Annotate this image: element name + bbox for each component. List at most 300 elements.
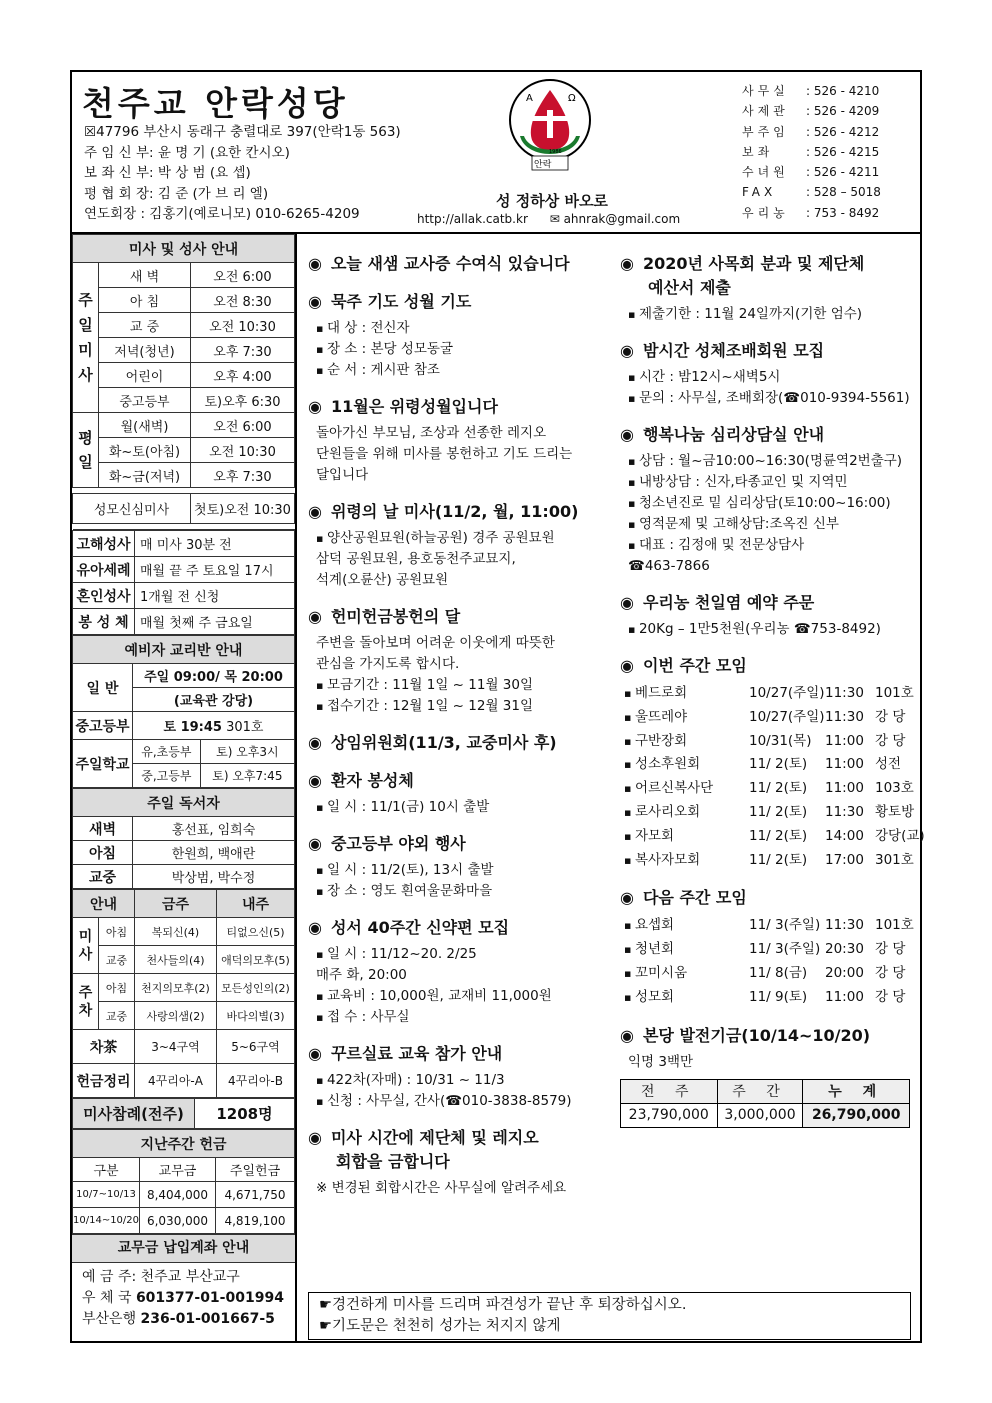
announcement-section	[308, 290, 608, 381]
announcement-title-text: 미사 시간에 제단체 및 레지오	[330, 1128, 539, 1147]
announcement-title	[308, 1126, 608, 1174]
mass-time: 오후 7:30	[191, 338, 295, 363]
table-row	[73, 338, 295, 363]
meeting-name: ▪ 성모회	[624, 986, 749, 1010]
meeting-time: 11:30	[825, 917, 864, 934]
duty-this-week: 천사들의(4)	[135, 946, 217, 974]
announcement-section	[308, 769, 608, 818]
sacrament-time: 1개월 전 신청	[135, 583, 295, 609]
meeting-place: 성전	[875, 756, 902, 773]
duty-mass: 교중	[99, 946, 135, 974]
meeting-place: 103호	[875, 780, 914, 797]
meeting-place: 강 당	[875, 964, 906, 981]
fund-value: 3,000,000	[717, 1103, 803, 1127]
fund-head: 누 계	[803, 1079, 910, 1103]
mass-name: 새 벽	[99, 263, 191, 288]
heart-mass-time: 첫토)오전 10:30	[191, 494, 295, 524]
phone-label: 부주임	[742, 124, 789, 139]
announcement-line: ▪ 제출기한 : 11월 24일까지(기한 엄수)	[620, 304, 920, 325]
middle-column	[308, 252, 608, 1213]
announcement-title	[308, 395, 608, 419]
bullet-icon: ◉	[308, 834, 322, 853]
offering-dues: 6,030,000	[140, 1208, 216, 1234]
announcement-title	[620, 339, 920, 363]
announcement-title-text: 밤시간 성체조배회원 모집	[642, 341, 825, 360]
phone-label: 수녀원	[742, 165, 789, 180]
bullet-icon: ◉	[308, 918, 322, 937]
phone-row	[742, 101, 881, 121]
phone-row	[742, 81, 881, 101]
announcement-section	[620, 591, 920, 640]
account-bank: 우 체 국	[82, 1290, 136, 1306]
meeting-date: 11/ 2(토)	[749, 756, 808, 773]
announcement-title-text: 헌미헌금봉헌의 달	[330, 607, 461, 626]
table-row	[73, 841, 295, 865]
website-link[interactable]: http://allak.catb.kr	[417, 212, 528, 226]
announcement-title-text: 위령의 날 미사(11/2, 월, 11:00)	[330, 502, 579, 521]
announcement-title	[308, 916, 608, 940]
announcement-line: 달입니다	[316, 467, 369, 483]
notice-line: ☛경건하게 미사를 드리며 파견성가 끝난 후 퇴장하십시오.	[319, 1297, 687, 1313]
table-row	[73, 557, 295, 583]
table-row	[73, 865, 295, 889]
mass-name: 저녁(청년)	[99, 338, 191, 363]
duty-group-label: 주 차	[73, 974, 99, 1030]
meeting-time: 11:00	[825, 988, 864, 1005]
meeting-time: 17:00	[825, 851, 864, 868]
meeting-date: 11/ 3(주일)	[749, 917, 821, 934]
duty-next-week: 바다의별(3)	[217, 1002, 295, 1030]
announcement-line: ※ 변경된 회합시간은 사무실에 알려주세요	[316, 1180, 567, 1196]
right-column	[620, 252, 925, 1142]
announcement-line: 주변을 돌아보며 어려운 이웃에게 따뜻한	[316, 635, 555, 651]
table-row	[621, 1079, 910, 1103]
meeting-time: 11:30	[825, 685, 864, 701]
offering-table	[72, 1129, 295, 1234]
account-row	[82, 1267, 285, 1288]
announcement-section	[308, 395, 608, 486]
reader-names: 홍선표, 임희숙	[133, 817, 295, 841]
announcement-line: ▪ 시간 : 밤12시~새벽5시	[620, 367, 920, 388]
assistant-priest: 보 좌 신 부: 박 상 범 (요 셉)	[84, 165, 251, 181]
table-row	[73, 1030, 295, 1064]
announcement-section	[620, 252, 920, 325]
meeting-name: ▪ 자모회	[624, 825, 749, 849]
catechumen-general-time: 주일 09:00/ 목 20:00	[133, 664, 295, 688]
duty-next-week: 애덕의모후(5)	[217, 946, 295, 974]
meeting-list	[620, 914, 920, 1009]
phone-directory	[742, 81, 881, 223]
table-row	[73, 438, 295, 463]
account-row	[82, 1309, 285, 1330]
announcement-section	[308, 1042, 608, 1112]
mass-time: 오후 7:30	[191, 463, 295, 488]
offering-head: 구분	[73, 1158, 140, 1182]
mass-name: 화~토(아침)	[99, 438, 191, 463]
sunday-mass-label: 주 일 미 사	[73, 263, 99, 413]
offering-sunday: 4,671,750	[216, 1182, 295, 1208]
svg-text:Ω: Ω	[568, 93, 576, 104]
school-time: 토) 오후7:45	[200, 764, 294, 788]
duty-next-week: 모든성인의(2)	[217, 974, 295, 1002]
meeting-date: 11/ 2(토)	[749, 803, 808, 820]
table-row	[73, 313, 295, 338]
page-title: 천주교 안락성당	[82, 84, 349, 123]
account-number: 천주교 부산교구	[140, 1269, 240, 1285]
announcement-title	[620, 252, 920, 300]
table-row	[73, 1208, 295, 1234]
duty-next-week: 4꾸리아-B	[217, 1064, 295, 1098]
phone-label: FAX	[742, 185, 777, 200]
duty-this-week: 천지의모후(2)	[135, 974, 217, 1002]
sacrament-name: 봉 성 체	[73, 609, 135, 635]
announcement-section	[620, 1024, 920, 1128]
reader-mass: 아침	[73, 841, 133, 865]
phone-row	[742, 182, 881, 202]
meeting-name: ▪ 복사자모회	[624, 849, 749, 873]
announcement-line: 익명 3백만	[628, 1053, 694, 1070]
phone-number: : 526 - 4211	[806, 165, 880, 180]
announcement-line: ▪ 장 소 : 영도 흰여울문화마을	[308, 881, 608, 902]
table-row	[73, 609, 295, 635]
meeting-name: ▪ 울뜨레야	[624, 706, 749, 730]
announcement-line: ▪ 일 시 : 11/1(금) 10시 출발	[308, 797, 608, 818]
meeting-time: 11:00	[825, 780, 864, 797]
table-row	[73, 918, 295, 946]
table-row	[621, 1103, 910, 1127]
account-box	[72, 1234, 295, 1334]
catechumen-youth-label: 중고등부	[73, 712, 133, 740]
announcement-line: ▪ 접 수 : 사무실	[308, 1007, 608, 1028]
parish-info	[84, 122, 401, 225]
sacrament-name: 고해성사	[73, 531, 135, 557]
meeting-date: 10/27(주일)	[749, 685, 825, 701]
announcement-title	[308, 769, 608, 793]
mass-name: 어린이	[99, 363, 191, 388]
announcement-line: ▪ 영적문제 및 고해상담:조옥진 신부	[620, 514, 920, 535]
mass-name: 중고등부	[99, 388, 191, 413]
bullet-icon: ◉	[308, 733, 322, 752]
phone-label: 보좌	[742, 144, 774, 159]
mass-time: 오전 6:00	[191, 263, 295, 288]
announcement-line: ▪ 422차(자매) : 10/31 ~ 11/3	[308, 1070, 608, 1091]
duty-mass: 아침	[99, 974, 135, 1002]
sacrament-time: 매월 첫째 주 금요일	[135, 609, 295, 635]
duty-next-week: 5~6구역	[217, 1030, 295, 1064]
announcement-line: ▪ 일 시 : 11/2(토), 13시 출발	[308, 860, 608, 881]
announcement-title	[308, 731, 608, 755]
meeting-place: 황토방	[875, 803, 915, 820]
announcement-title	[308, 832, 608, 856]
table-row	[73, 413, 295, 438]
duty-next-week: 티없으신(5)	[217, 918, 295, 946]
table-row	[73, 974, 295, 1002]
meeting-time: 11:30	[825, 708, 864, 725]
phone-label: 사제관	[742, 104, 789, 119]
table-row	[73, 1182, 295, 1208]
parish-logo-icon	[504, 76, 596, 176]
announcement-title	[620, 886, 920, 910]
table-row	[73, 1130, 295, 1158]
bullet-icon: ◉	[308, 292, 322, 311]
duty-this-week: 3~4구역	[135, 1030, 217, 1064]
meeting-place: 301호	[875, 851, 914, 868]
patron-saint: 성 정하상 바오로	[496, 192, 608, 210]
mass-name: 아 침	[99, 288, 191, 313]
sacrament-name: 혼인성사	[73, 583, 135, 609]
announcement-section	[308, 1126, 608, 1199]
notice-line: ☛기도문은 천천히 성가는 처지지 않게	[319, 1318, 561, 1334]
council-president: 평 협 회 장: 김 준 (가 브 리 엘)	[84, 185, 269, 202]
announcement-title-text: 행복나눔 심리상담실 안내	[642, 425, 825, 444]
announcement-title	[620, 654, 920, 678]
meeting-date: 11/ 3(주일)	[749, 941, 821, 958]
school-group: 유,초등부	[133, 740, 201, 764]
catechumen-table	[72, 635, 295, 788]
catechumen-general-label: 일 반	[73, 664, 133, 712]
meeting-name: ▪ 꼬미시움	[624, 962, 749, 986]
meeting-name: ▪ 베드로회	[624, 682, 749, 706]
phone-number: : 526 - 4212	[806, 124, 880, 139]
meeting-place: 강 당	[875, 988, 906, 1005]
email-link[interactable]: ✉ ahnrak@gmail.com	[549, 212, 681, 226]
phone-row	[742, 122, 881, 142]
table-row	[73, 388, 295, 413]
readers-title: 주일 독서자	[73, 789, 295, 817]
table-row	[73, 288, 295, 313]
announcement-title-text: 중고등부 야외 행사	[330, 834, 466, 853]
meeting-place: 강 당	[875, 732, 906, 749]
offering-sunday: 4,819,100	[216, 1208, 295, 1234]
announcement-line: ☎463-7866	[628, 558, 710, 574]
announcement-section	[308, 916, 608, 1028]
announcement-title-text: 2020년 사목회 분과 및 제단체	[642, 254, 865, 273]
table-row	[73, 463, 295, 488]
address: ☒47796 부산시 동래구 충렬대로 397(안락1동 563)	[84, 124, 401, 140]
fund-head: 주 간	[717, 1079, 803, 1103]
meeting-date: 11/ 8(금)	[749, 964, 808, 981]
announcement-title	[308, 1042, 608, 1066]
meeting-name: ▪ 청년회	[624, 938, 749, 962]
bullet-icon: ◉	[308, 254, 322, 273]
offering-period: 10/14~10/20	[73, 1208, 140, 1234]
meeting-place: 강 당	[875, 708, 906, 725]
announcement-title-text: 본당 발전기금(10/14~10/20)	[642, 1025, 871, 1045]
announcement-line: 석계(오륜산) 공원묘원	[316, 572, 449, 588]
announcement-line: ▪ 장 소 : 본당 성모동굴	[308, 339, 608, 360]
table-row	[73, 789, 295, 817]
announcement-title	[308, 290, 608, 314]
fund-table	[620, 1079, 910, 1128]
bulletin-page	[70, 70, 925, 1343]
announcement-line: ▪ 청소년진로 밑 심리상담(토10:00~16:00)	[620, 493, 920, 514]
logo-text: 안락	[534, 160, 552, 170]
bullet-icon: ◉	[308, 771, 322, 790]
heart-mass-label: 성모신심미사	[73, 494, 191, 524]
contact-urls	[417, 212, 698, 226]
announcement-title	[308, 252, 608, 276]
meeting-time: 20:30	[825, 941, 864, 958]
account-title: 교무금 납입계좌 안내	[72, 1235, 295, 1263]
table-row	[73, 817, 295, 841]
announcement-title	[620, 1024, 920, 1048]
announcement-title-text: 예산서 제출	[648, 278, 731, 297]
catechumen-youth-place: 301호	[226, 720, 264, 735]
duty-mass: 교중	[99, 1002, 135, 1030]
account-bank: 부산은행	[82, 1311, 141, 1327]
announcement-title-text: 환자 봉성체	[330, 771, 414, 790]
duty-head: 금주	[135, 890, 217, 918]
meeting-time: 11:00	[825, 756, 864, 773]
attendance-table	[72, 1098, 295, 1129]
duty-head: 안내	[73, 890, 135, 918]
left-column	[72, 234, 297, 1341]
readers-table	[72, 788, 295, 889]
mass-time: 오전 6:00	[191, 413, 295, 438]
sacrament-name: 유아세례	[73, 557, 135, 583]
announcement-line: ▪ 접수기간 : 12월 1일 ~ 12월 31일	[308, 696, 608, 717]
phone-number: : 753 - 8492	[806, 205, 880, 220]
weekday-mass-label: 평 일	[73, 413, 99, 488]
announcement-section	[308, 731, 608, 755]
table-row	[73, 531, 295, 557]
catechumen-general-place: (교육관 강당)	[133, 688, 295, 712]
announcement-title-text: 성서 40주간 신약편 모집	[330, 918, 510, 937]
meeting-date: 10/31(목)	[749, 732, 812, 749]
meeting-time: 14:00	[825, 827, 864, 844]
bullet-icon: ◉	[308, 502, 322, 521]
phone-row	[742, 162, 881, 182]
announcement-section	[308, 252, 608, 276]
phone-label: 사무실	[742, 84, 789, 98]
bullet-icon: ◉	[620, 888, 634, 908]
school-time: 토) 오후3시	[200, 740, 294, 764]
announcement-title-text: 11월은 위령성월입니다	[330, 397, 498, 416]
announcement-line: 돌아가신 부모님, 조상과 선종한 레지오	[316, 425, 547, 441]
account-number: 601377-01-001994	[135, 1290, 284, 1306]
duty-this-week: 4꾸리아-A	[135, 1064, 217, 1098]
duty-mass: 아침	[99, 918, 135, 946]
meeting-place: 강당(교)	[875, 827, 925, 844]
announcement-title-text: 이번 주간 모임	[642, 656, 747, 675]
bullet-icon: ◉	[308, 1128, 322, 1147]
bullet-icon: ◉	[308, 607, 322, 626]
account-bank: 예 금 주:	[82, 1269, 141, 1285]
phone-row	[742, 142, 881, 162]
meeting-date: 11/ 9(토)	[749, 988, 808, 1005]
mass-schedule-title: 미사 및 성사 안내	[73, 235, 295, 263]
announcement-line: 매주 화, 20:00	[316, 967, 407, 983]
reader-names: 박상범, 박수정	[133, 865, 295, 889]
fund-value: 23,790,000	[621, 1103, 718, 1127]
meeting-date: 10/27(주일)	[749, 708, 825, 725]
meeting-place: 강 당	[875, 941, 906, 958]
reader-mass: 교중	[73, 865, 133, 889]
duty-group-label: 미 사	[73, 918, 99, 974]
bullet-icon: ◉	[308, 397, 322, 416]
phone-number: : 526 - 4209	[806, 104, 880, 119]
announcement-section	[620, 339, 920, 409]
school-group: 중,고등부	[133, 764, 201, 788]
bullet-icon: ◉	[308, 1044, 322, 1063]
table-row	[73, 946, 295, 974]
table-row	[73, 583, 295, 609]
phone-number: : 528 – 5018	[806, 185, 881, 200]
offering-dues: 8,404,000	[140, 1182, 216, 1208]
phone-row	[742, 203, 881, 223]
reader-names: 한원희, 백애란	[133, 841, 295, 865]
meeting-place: 101호	[875, 685, 914, 701]
announcement-section	[620, 886, 920, 1009]
mass-time: 오전 8:30	[191, 288, 295, 313]
bullet-icon: ◉	[620, 341, 634, 360]
bullet-icon: ◉	[620, 254, 634, 273]
meeting-name: ▪ 어르신복사단	[624, 777, 749, 801]
account-number: 236-01-001667-5	[140, 1311, 275, 1327]
duty-task: 차茶	[73, 1030, 135, 1064]
duty-this-week: 사랑의샘(2)	[135, 1002, 217, 1030]
announcement-title-text: 다음 주간 모임	[642, 888, 747, 908]
mass-time: 오전 10:30	[191, 313, 295, 338]
catechumen-youth-time: 토 19:45	[163, 720, 222, 735]
announcement-title-text: 우리농 천일염 예약 주문	[642, 593, 815, 612]
announcement-title-text: 꾸르실료 교육 참가 안내	[330, 1044, 503, 1063]
svg-text:A: A	[526, 93, 533, 104]
duty-task: 헌금정리	[73, 1064, 135, 1098]
mass-schedule-table	[72, 234, 295, 530]
announcement-section	[620, 423, 920, 577]
announcement-title-text: 상임위원회(11/3, 교중미사 후)	[330, 733, 557, 752]
table-row	[73, 1064, 295, 1098]
mass-name: 화~금(저녁)	[99, 463, 191, 488]
announcement-line: ▪ 상담 : 월~금10:00~16:30(명륜역2번출구)	[620, 451, 920, 472]
notice-box	[308, 1292, 911, 1340]
announcement-line: 삼덕 공원묘원, 용호동천주교묘지,	[316, 551, 516, 567]
mass-time: 토)오후 6:30	[191, 388, 295, 413]
meeting-date: 11/ 2(토)	[749, 780, 808, 797]
mass-time: 오전 10:30	[191, 438, 295, 463]
attendance-value: 1208명	[195, 1099, 295, 1129]
bullet-icon: ◉	[620, 425, 634, 444]
meeting-place: 101호	[875, 917, 914, 934]
sunday-school-label: 주일학교	[73, 740, 133, 788]
announcement-title	[308, 605, 608, 629]
table-row	[73, 1002, 295, 1030]
phone-number: : 526 - 4210	[806, 84, 880, 98]
reader-mass: 새벽	[73, 817, 133, 841]
table-row	[73, 740, 295, 764]
mass-time: 오후 4:00	[191, 363, 295, 388]
table-row	[73, 890, 295, 918]
meeting-time: 20:00	[825, 964, 864, 981]
mass-name: 교 중	[99, 313, 191, 338]
announcement-section	[620, 654, 925, 872]
table-row	[73, 363, 295, 388]
sacrament-time: 매월 끝 주 토요일 17시	[135, 557, 295, 583]
logo-year: 1986	[549, 149, 562, 155]
meeting-time: 11:00	[825, 732, 864, 749]
meeting-name: ▪ 요셉회	[624, 914, 749, 938]
announcement-line: ▪ 대표 : 김정애 및 전문상담사	[620, 535, 920, 556]
bullet-icon: ◉	[620, 593, 634, 612]
fund-head: 전 주	[621, 1079, 718, 1103]
sacrament-table	[72, 530, 295, 635]
bullet-icon: ◉	[620, 1025, 634, 1045]
announcement-line: ▪ 모금기간 : 11월 1일 ~ 11월 30일	[308, 675, 608, 696]
announcement-line: ▪ 양산공원묘원(하늘공원) 경주 공원묘원	[308, 528, 608, 549]
pastor: 주 임 신 부: 윤 명 기 (요한 칸시오)	[84, 144, 290, 161]
account-row	[82, 1288, 285, 1309]
